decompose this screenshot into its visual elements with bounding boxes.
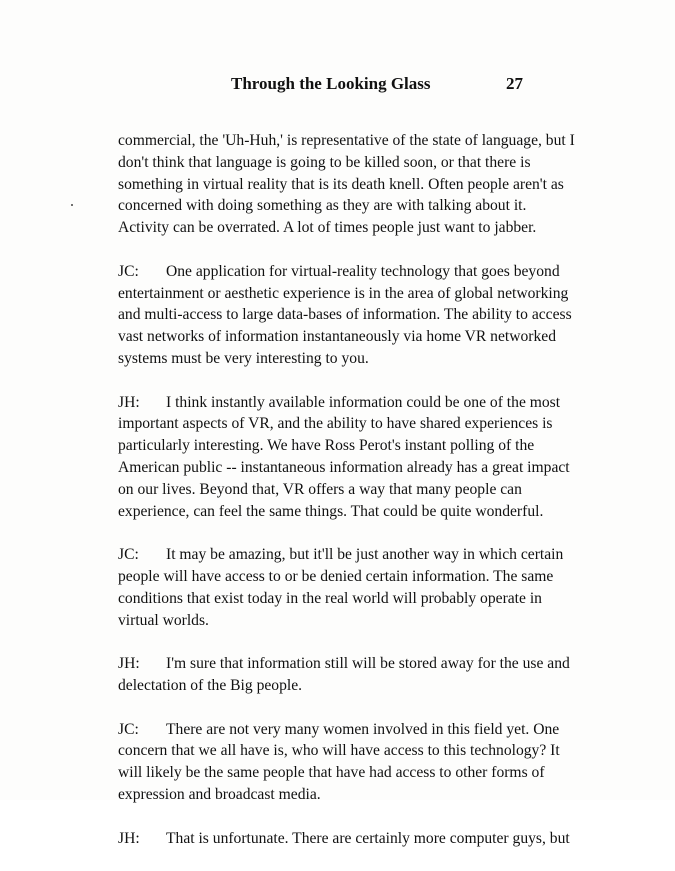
text-line	[118, 326, 588, 348]
text-line	[118, 195, 588, 217]
speaker-label: JC:	[118, 720, 139, 738]
dialogue-paragraph	[118, 828, 588, 850]
running-header	[0, 74, 675, 98]
line-text: I think instantly available information could be one of the most	[166, 393, 561, 411]
text-line	[118, 457, 588, 479]
dialogue-paragraph	[118, 261, 588, 370]
line-text: on our lives. Beyond that, VR offers a way that many people can	[118, 480, 522, 498]
line-text: American public -- instantaneous information already has a great impact	[118, 458, 570, 476]
stray-mark	[71, 204, 73, 206]
text-line	[118, 413, 588, 435]
line-text: expression and broadcast media.	[118, 785, 321, 803]
line-text: will likely be the same people that have had access to other forms of	[118, 764, 545, 782]
text-line	[118, 588, 588, 610]
speaker-label: JH:	[118, 655, 140, 673]
line-text: and multi-access to large data-bases of information. The ability to access	[118, 306, 572, 324]
dialogue-paragraph	[118, 719, 588, 806]
text-line	[118, 152, 588, 174]
line-text: particularly interesting. We have Ross Perot's instant polling of the	[118, 437, 535, 455]
text-line	[118, 348, 588, 370]
speaker-label: JC:	[118, 546, 139, 564]
text-line	[118, 304, 588, 326]
text-line	[118, 479, 588, 501]
line-text: people will have access to or be denied certain information. The same	[118, 567, 554, 585]
line-text: Activity can be overrated. A lot of times people just want to jabber.	[118, 219, 537, 237]
line-text: conditions that exist today in the real world will probably operate in	[118, 589, 542, 607]
line-text: entertainment or aesthetic experience is in the area of global networking	[118, 284, 569, 302]
interview-text	[118, 130, 588, 871]
text-line	[118, 130, 588, 152]
text-line	[118, 719, 588, 741]
text-line	[118, 435, 588, 457]
line-text: important aspects of VR, and the ability to have shared experiences is	[118, 415, 553, 433]
header-title: Through the Looking Glass	[231, 74, 431, 93]
text-line	[118, 740, 588, 762]
speaker-label: JH:	[118, 829, 140, 847]
text-line	[118, 261, 588, 283]
line-text: commercial, the 'Uh-Huh,' is representative of the state of language, but I	[118, 132, 575, 149]
dialogue-paragraph	[118, 130, 588, 239]
text-line	[118, 174, 588, 196]
line-text: It may be amazing, but it'll be just another way in which certain	[166, 546, 564, 564]
text-line	[118, 828, 588, 850]
line-text: delectation of the Big people.	[118, 676, 303, 694]
line-text: concern that we all have is, who will have access to this technology? It	[118, 742, 560, 760]
text-line	[118, 544, 588, 566]
text-line	[118, 610, 588, 632]
line-text: experience, can feel the same things. That could be quite wonderful.	[118, 502, 544, 520]
speaker-label: JH:	[118, 393, 140, 411]
text-line	[118, 653, 588, 675]
text-line	[118, 566, 588, 588]
text-line	[118, 501, 588, 523]
text-line	[118, 784, 588, 806]
speaker-label: JC:	[118, 262, 139, 280]
text-line	[118, 283, 588, 305]
dialogue-paragraph	[118, 544, 588, 631]
dialogue-paragraph	[118, 653, 588, 697]
line-text: systems must be very interesting to you.	[118, 349, 369, 367]
dialogue-paragraph	[118, 392, 588, 523]
text-line	[118, 392, 588, 414]
line-text: virtual worlds.	[118, 611, 209, 629]
line-text: One application for virtual-reality technology that goes beyond	[166, 262, 560, 280]
text-line	[118, 762, 588, 784]
line-text: There are not very many women involved in this field yet. One	[166, 720, 560, 738]
line-text: concerned with doing something as they are with talking about it.	[118, 197, 527, 215]
line-text: vast networks of information instantaneously via home VR networked	[118, 328, 556, 346]
line-text: don't think that language is going to be killed soon, or that there is	[118, 153, 531, 171]
line-text: something in virtual reality that is its death knell. Often people aren't as	[118, 175, 564, 193]
text-line	[118, 675, 588, 697]
text-line	[118, 217, 588, 239]
page-number: 27	[506, 74, 523, 93]
line-text: That is unfortunate. There are certainly more computer guys, but	[166, 829, 570, 847]
line-text: I'm sure that information still will be stored away for the use and	[166, 655, 570, 673]
